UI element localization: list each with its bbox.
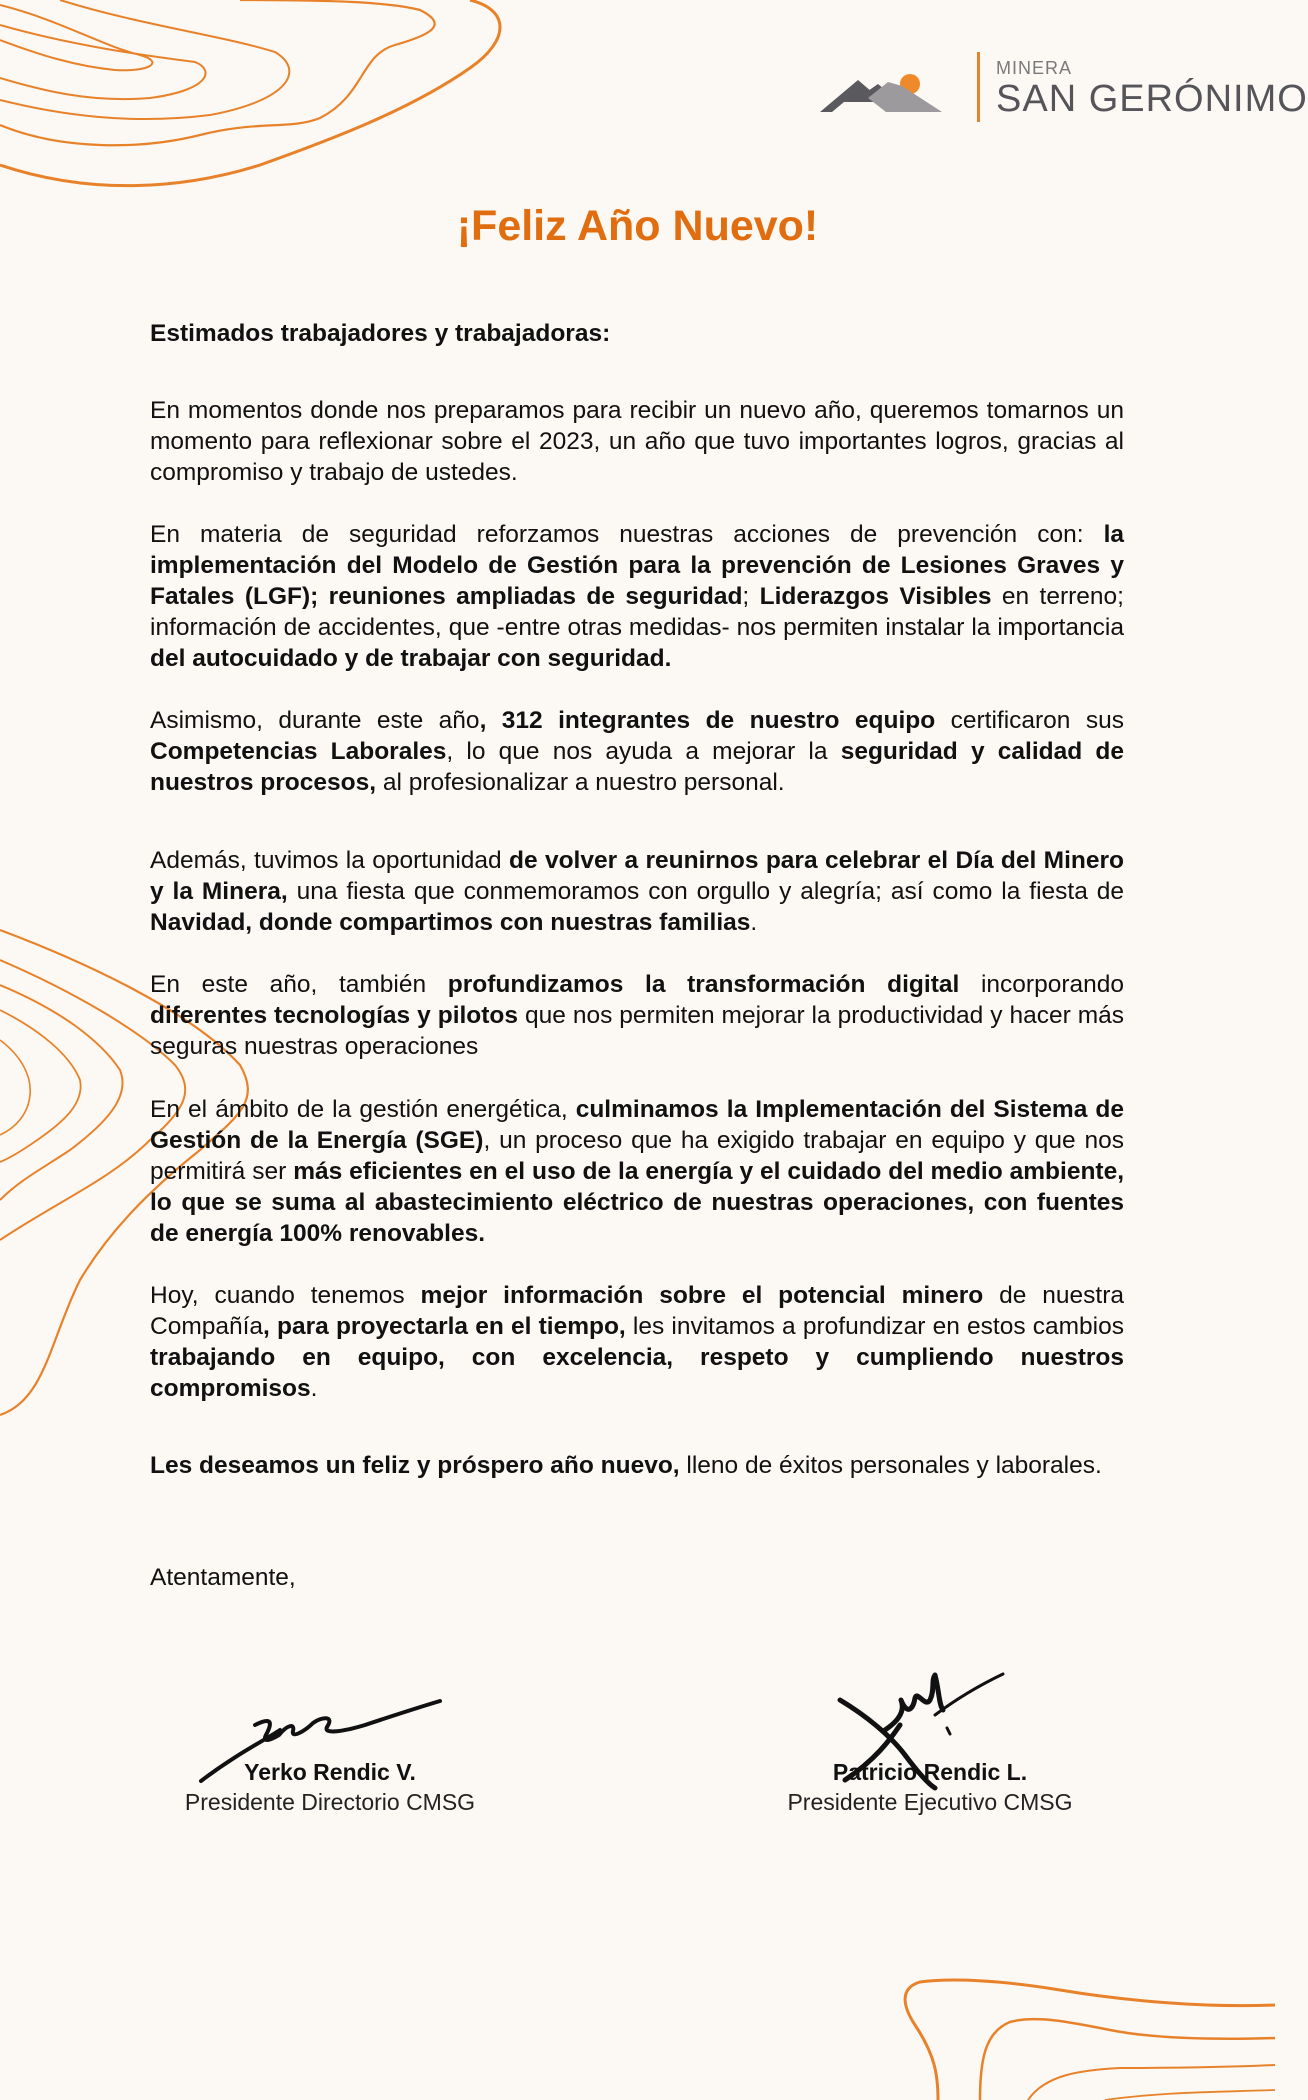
emphasized-text: culminamos la Implementación del Sistema de Gestión de la Energía (SGE): [150, 1096, 1125, 1154]
letter-paragraph: [150, 1280, 1124, 1404]
signatory-role: Presidente Ejecutivo CMSG: [787, 1789, 1073, 1815]
text-run: En este año, también: [150, 971, 448, 998]
emphasized-text: Liderazgos Visibles: [759, 583, 992, 610]
text-run: que nos permiten mejorar la productividad y hacer más seguras nuestras operaciones: [150, 1002, 1124, 1060]
signatory-block-left: [160, 1757, 500, 1817]
letter-paragraph: [150, 519, 1124, 674]
text-run: les invitamos a profundizar en estos cambios: [625, 1313, 1125, 1340]
letter-paragraph: [150, 705, 1124, 798]
emphasized-text: mejor información sobre el potencial minero: [420, 1282, 984, 1309]
signatory-name: Patricio Rendic L.: [832, 1759, 1028, 1785]
emphasized-text: seguridad y calidad de nuestros procesos,: [150, 738, 1124, 796]
signatory-role: Presidente Directorio CMSG: [184, 1789, 476, 1815]
letter-paragraph: [150, 845, 1124, 938]
text-run: incorporando: [959, 971, 1124, 998]
emphasized-text: Les deseamos un feliz y próspero año nuevo,: [150, 1452, 680, 1479]
signatory-block-right: [760, 1757, 1100, 1817]
text-run: una fiesta que conmemoramos con orgullo y alegría; así como la fiesta de: [287, 878, 1124, 905]
text-run: En momentos donde nos preparamos para recibir un nuevo año, queremos tomarnos un momento para reflexionar sobre el 2023, un año que tuvo importantes logros, gracias al compromiso y trabajo de ustedes.: [150, 397, 1124, 486]
text-run: en terreno; información de accidentes, que -entre otras medidas- nos permiten instalar la importancia: [150, 583, 1124, 641]
text-run: En el ámbito de la gestión energética,: [150, 1096, 576, 1123]
text-run: lleno de éxitos personales y laborales.: [679, 1452, 1102, 1479]
emphasized-text: la implementación del Modelo de Gestión para la prevención de Lesiones Graves y Fatales (LGF); reuniones ampliadas de seguridad: [150, 521, 1124, 610]
text-run: Asimismo, durante este año: [150, 707, 480, 734]
contour-decoration-bottom: [880, 1960, 1275, 2100]
salutation: Estimados trabajadores y trabajadoras:: [150, 320, 611, 347]
text-run: En materia de seguridad reforzamos nuestras acciones de prevención con:: [150, 521, 1104, 548]
mountain-sun-icon: [820, 70, 942, 112]
emphasized-text: , para proyectarla en el tiempo,: [263, 1313, 626, 1340]
closing-phrase: Atentamente,: [150, 1564, 296, 1591]
text-run: Hoy, cuando tenemos: [150, 1282, 421, 1309]
emphasized-text: Navidad, donde compartimos con nuestras familias: [150, 909, 751, 936]
logo-text-minera: MINERA: [996, 58, 1073, 78]
emphasized-text: trabajando en equipo, con excelencia, respeto y cumpliendo nuestros compromisos: [150, 1344, 1124, 1402]
emphasized-text: de volver a reunirnos para celebrar el Día del Minero y la Minera,: [150, 847, 1124, 905]
closing-wishes: [150, 1450, 1124, 1481]
logo-text-san-geronimo: SAN GERÓNIMO: [996, 78, 1308, 120]
letter-paragraph: [150, 969, 1124, 1062]
emphasized-text: Competencias Laborales: [150, 738, 447, 765]
page-title: ¡Feliz Año Nuevo!: [456, 202, 819, 250]
emphasized-text: diferentes tecnologías y pilotos: [150, 1002, 519, 1029]
text-run: .: [310, 1375, 318, 1402]
letter-paragraph: [150, 395, 1124, 488]
text-run: de nuestra Compañía: [150, 1282, 1124, 1340]
emphasized-text: más eficientes en el uso de la energía y el cuidado del medio ambiente, lo que se suma al abastecimiento eléctrico de nuestras operaciones, con fuentes de energía 100% renovables.: [150, 1158, 1124, 1247]
text-run: certificaron sus: [935, 707, 1124, 734]
text-run: , lo que nos ayuda a mejorar la: [446, 738, 841, 765]
text-run: Además, tuvimos la oportunidad: [150, 847, 510, 874]
signatory-name: Yerko Rendic V.: [244, 1759, 416, 1785]
text-run: .: [750, 909, 758, 936]
letter-paragraph: [150, 1094, 1124, 1249]
emphasized-text: profundizamos la transformación digital: [447, 971, 960, 998]
contour-decoration-top: [0, 0, 640, 200]
company-logo: [820, 52, 1308, 128]
text-run: al profesionalizar a nuestro personal.: [376, 769, 785, 796]
text-run: , un proceso que ha exigido trabajar en equipo y que nos permitirá ser: [150, 1127, 1124, 1185]
emphasized-text: del autocuidado y de trabajar con seguridad.: [150, 645, 672, 672]
emphasized-text: , 312 integrantes de nuestro equipo: [479, 707, 936, 734]
text-run: ;: [742, 583, 760, 610]
